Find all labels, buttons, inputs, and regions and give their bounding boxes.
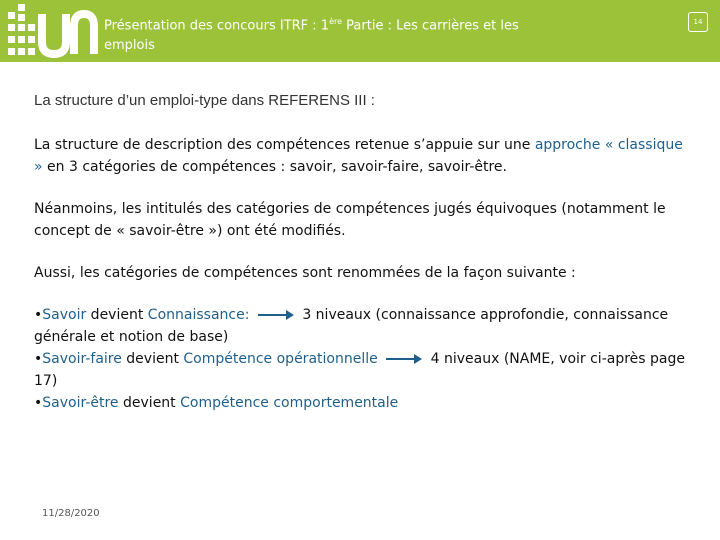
arrow-right-icon: [258, 310, 294, 320]
paragraph-1: La structure de description des compétences retenue s’appuie sur une approche « classique » en 3 catégories de compétences : savoir, savoir-faire, savoir-être.: [34, 137, 683, 175]
slide-date: 11/28/2020: [42, 508, 100, 519]
slide-title: La structure d’un emploi-type dans REFERENS III :: [34, 92, 375, 109]
paragraph-3: Aussi, les catégories de compétences sont renommées de la façon suivante :: [34, 265, 576, 281]
list-item: •Savoir-être devient Compétence comportementale: [34, 395, 399, 411]
paragraph-2: Néanmoins, les intitulés des catégories de compétences jugés équivoques (notamment le concept de « savoir-être ») ont été modifiés.: [34, 201, 666, 239]
university-logo-icon: [8, 4, 100, 58]
list-item: •Savoir devient Connaissance: 3 niveaux (connaissance approfondie, connaissance générale et notion de base): [34, 307, 669, 345]
competence-list: [34, 304, 694, 414]
presentation-title: Présentation des concours ITRF : 1ère Partie : Les carrières et les emplois: [104, 17, 519, 54]
header-bar: [0, 0, 720, 62]
slide-body: [34, 134, 694, 414]
list-item: •Savoir-faire devient Compétence opérationnelle 4 niveaux (NAME, voir ci-après page 17): [34, 351, 685, 389]
arrow-right-icon: [386, 354, 422, 364]
page-number: 14: [688, 12, 708, 32]
